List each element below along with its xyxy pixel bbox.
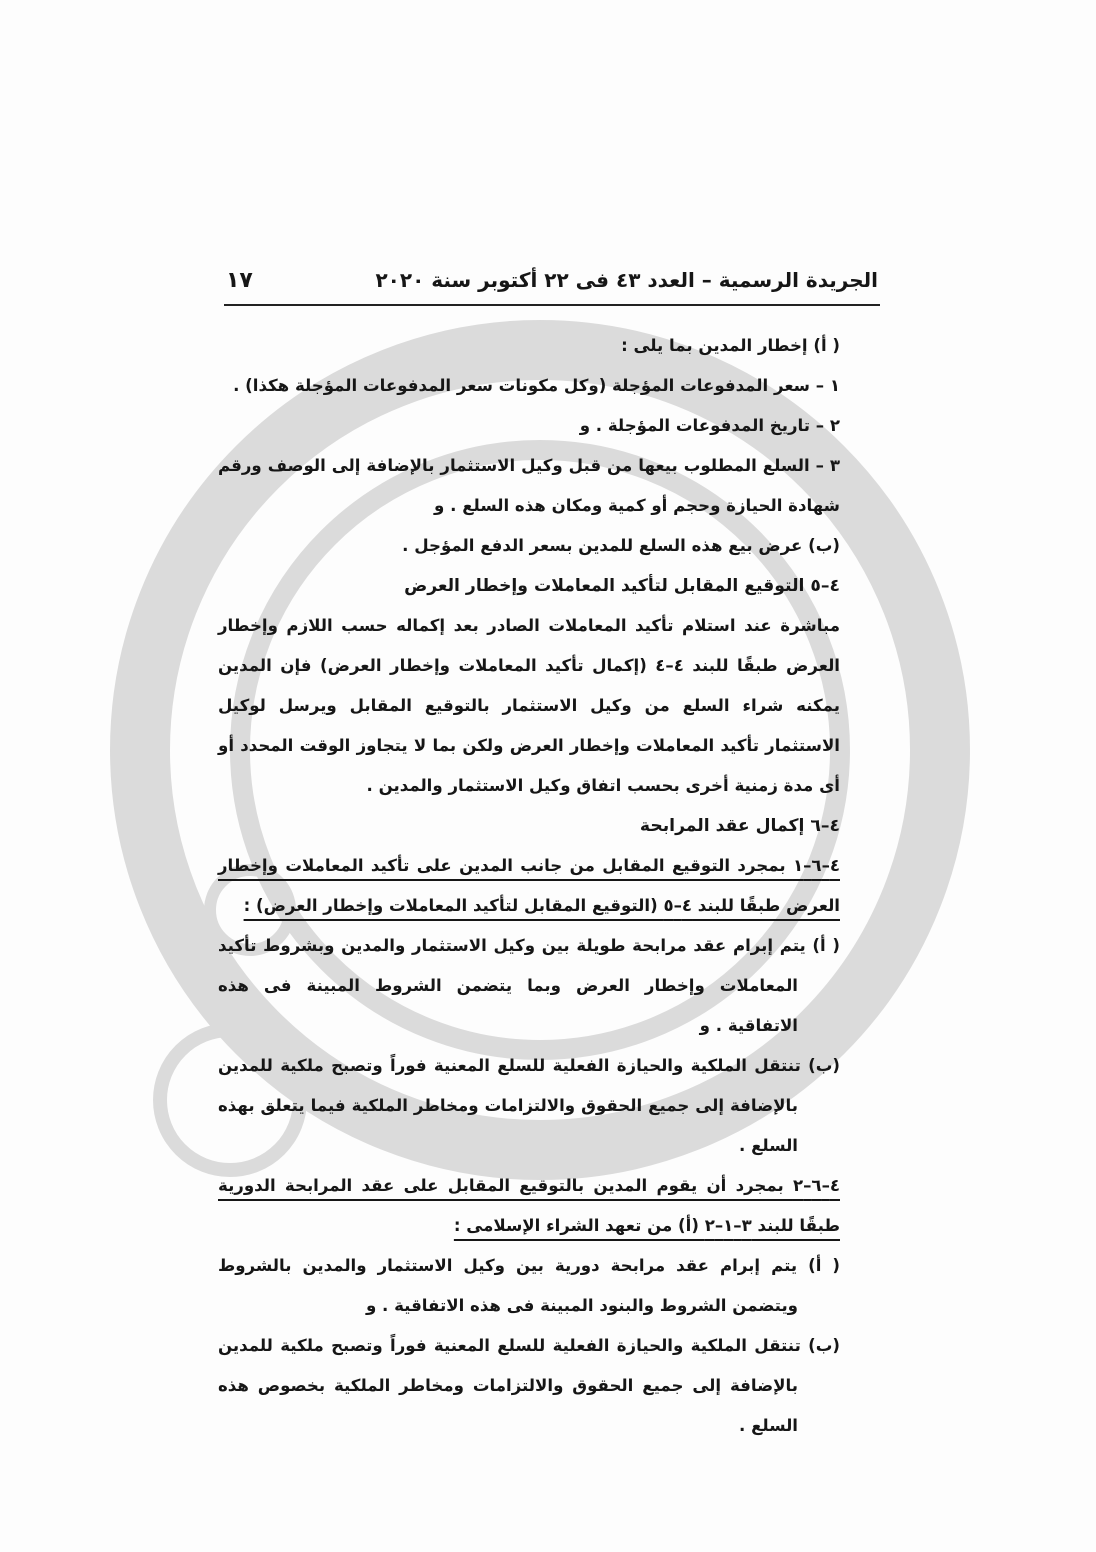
header-divider bbox=[224, 304, 880, 306]
section-heading bbox=[218, 566, 876, 606]
page-header bbox=[226, 258, 878, 302]
paragraph bbox=[218, 1166, 876, 1246]
paragraph-text: ٤–٦–١ بمجرد التوقيع المقابل من جانب المدين على تأكيد المعاملات وإخطار العرض طبقًا للبند ٤–٥ (التوقيع المقابل لتأكيد المعاملات وإخطار العرض) : bbox=[218, 856, 840, 915]
paragraph-text: (ب) عرض بيع هذه السلع للمدين بسعر الدفع المؤجل . bbox=[402, 536, 840, 555]
paragraph-text: ٤–٦ إكمال عقد المرابحة bbox=[639, 816, 840, 836]
paragraph bbox=[218, 926, 876, 1046]
paragraph-text: ( أ) يتم إبرام عقد مرابحة دورية بين وكيل الاستثمار والمدين بالشروط ويتضمن الشروط والبنود المبينة فى هذه الاتفاقية . و bbox=[218, 1256, 840, 1315]
paragraph-text: ٢ – تاريخ المدفوعات المؤجلة . و bbox=[579, 416, 840, 435]
paragraph-text: (ب) تنتقل الملكية والحيازة الفعلية للسلع المعنية فوراً وتصبح ملكية للمدين بالإضافة إلى جميع الحقوق والالتزامات ومخاطر الملكية فيما يتعلق بهذه السلع . bbox=[218, 1056, 840, 1155]
paragraph bbox=[218, 846, 876, 926]
paragraph-text: ٤–٦–٢ بمجرد أن يقوم المدين بالتوقيع المقابل على عقد المرابحة الدورية طبقًا للبند ٣–١–٢ (أ) من تعهد الشراء الإسلامى : bbox=[218, 1176, 840, 1235]
paragraph-text: ٤–٥ التوقيع المقابل لتأكيد المعاملات وإخطار العرض bbox=[404, 576, 840, 596]
paragraph-text: ٣ – السلع المطلوب بيعها من قبل وكيل الاستثمار بالإضافة إلى الوصف ورقم شهادة الحيازة وحجم أو كمية ومكان هذه السلع . و bbox=[218, 456, 840, 515]
paragraph-text: (ب) تنتقل الملكية والحيازة الفعلية للسلع المعنية فوراً وتصبح ملكية للمدين بالإضافة إلى جميع الحقوق والالتزامات ومخاطر الملكية بخصوص هذه السلع . bbox=[218, 1336, 840, 1435]
paragraph bbox=[218, 606, 876, 806]
page-number: ١٧ bbox=[226, 267, 253, 293]
paragraph bbox=[218, 326, 876, 366]
paragraph-text: مباشرة عند استلام تأكيد المعاملات الصادر بعد إكماله حسب اللازم وإخطار العرض طبقًا للبند ٤–٤ (إكمال تأكيد المعاملات وإخطار العرض) فإن المدين يمكنه شراء السلع من وكيل الاستثمار بالتوقيع المقابل ويرسل لوكيل الاستثمار تأكيد المعاملات وإخطار العرض ولكن بما لا يتجاوز الوقت المحدد أو أى مدة زمنية أخرى بحسب اتفاق وكيل الاستثمار والمدين . bbox=[218, 616, 840, 795]
paragraph bbox=[218, 446, 876, 526]
paragraph bbox=[218, 1046, 876, 1166]
paragraph-text: ( أ) إخطار المدين بما يلى : bbox=[621, 336, 840, 355]
gazette-title: الجريدة الرسمية – العدد ٤٣ فى ٢٢ أكتوبر سنة ٢٠٢٠ bbox=[375, 268, 878, 292]
document-body bbox=[218, 326, 876, 1446]
paragraph-text: ١ – سعر المدفوعات المؤجلة (وكل مكونات سعر المدفوعات المؤجلة هكذا) . bbox=[233, 376, 840, 395]
paragraph bbox=[218, 1246, 876, 1326]
paragraph bbox=[218, 1326, 876, 1446]
paragraph bbox=[218, 406, 876, 446]
paragraph-text: ( أ) يتم إبرام عقد مرابحة طويلة بين وكيل الاستثمار والمدين وبشروط تأكيد المعاملات وإخطار العرض وبما يتضمن الشروط المبينة فى هذه الاتفاقية . و bbox=[218, 936, 840, 1035]
paragraph bbox=[218, 366, 876, 406]
paragraph bbox=[218, 526, 876, 566]
section-heading bbox=[218, 806, 876, 846]
